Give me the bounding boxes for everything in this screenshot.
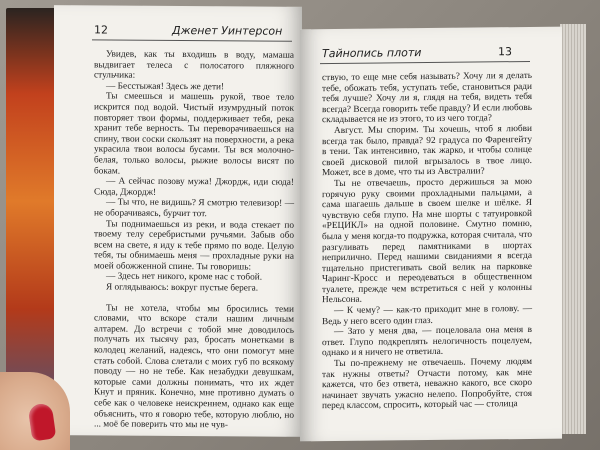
- left-header-rule: [92, 39, 292, 41]
- paragraph: Август. Мы спорим. Ты хочешь, чтоб я любви всегда так было, правда? 92 градуса по Фаренгейту в тени. Так интенсивно, так жарко, и чтобы солнце своей дисковой пилой вгрызалось в твое лицо. Может, все в доме, что ты из Австралии?: [322, 123, 532, 179]
- paragraph: ствую, то еще мне себя называть? Хочу ли я делать тебе, обожать тебя, уступать тебе, становиться ради тебя лучше? Хочу ли я, глядя на тебя, видеть тебя всегда? Всегда говорить тебе правду? И если любовь складывается не из этого, то из чего тогда?: [322, 70, 532, 126]
- paragraph: — Бесстыжая! Здесь же дети!: [106, 81, 225, 93]
- paragraph: Ты не хотела, чтобы мы бросились теми словами, что вскоре стали нашим личным алтарем. До встречи с тобой мне доводилось получать их тысячу раз, бросать монетками в колодец желаний, надеясь, что они помогут мне стать собой. Слова слетали с моих губ по всякому поводу — но не тебе. Как незабудки девушкам, которые сами должны понимать, что их ждет Кнут и пряник. Конечно, мне противно думать о себе как о человеке неискреннем, однако как еще объяснить, что я говорю тебе, которую люблю, но ... моё бе поверить что мы не чув-: [94, 303, 294, 431]
- right-header-rule: [320, 61, 530, 64]
- page-edges: [560, 24, 586, 434]
- paragraph: Ты не отвечаешь, просто держишься за мою горячую руку своими прохладными пальцами, а сама шагаешь дальше в своем шелке и шёлке. Я чувствую себя глупо. На мне шорты с татуировкой «РЕЦИКЛ» на одной половине. Смутно помню, была у меня когда-то подружка, которая считала, что разгуливать перед памятниками в шортах неприлично. Перед нашими свиданиями я всегда тщательно пристегивать свой велик на парковке Чаринг-Кросс и переодеваться в общественном туалете, прежде чем встретиться с ней у колонны Нельсона.: [322, 176, 532, 306]
- paragraph: Ты смеешься и машешь рукой, твое тело искрится под водой. Чистый изумрудный поток повторяет твои формы, поддерживает тебя, река хранит тебе верность. Ты переворачиваешься на спину, твои соски скользят на поверхности, а река украсила твои волосы бусами. Ты вся молочно-белая, только волосы, рыжие волосы висят по бокам.: [94, 91, 294, 177]
- paragraph: Ты по-прежнему не отвечаешь. Почему людям так нужны ответы? Отчасти потому, как мне кажется, что без ответа, неважно какого, все скоро начинает звучать ужасно нелепо. Попробуйте, стоя перед классом, спросить, который час — столица: [322, 356, 532, 412]
- left-page-number: 12: [94, 23, 108, 37]
- left-page: [54, 5, 302, 437]
- right-page-number: 13: [498, 45, 512, 59]
- left-page-body: [94, 49, 294, 431]
- right-page-body: [322, 71, 532, 412]
- paragraph: — Ты что, не видишь? Я смотрю телевизор! — не оборачиваясь, бурчит тот.: [94, 197, 294, 220]
- paragraph: Увидев, как ты входишь в воду, мамаша выдвигает телеса с полосатого пляжного стульчика:: [94, 49, 294, 81]
- paragraph: Ты поднимаешься из реки, и вода стекает по твоему телу серебристыми ручьями. Забыв обо всем на свете, я иду к тебе прямо по воде. Целую тебя, ты обнимаешь меня — прохладные руки на моей обожженной спине. Ты говоришь:: [94, 218, 294, 273]
- paragraph: — Зато у меня два, — поцеловала она меня в ответ. Глупо подкреплять нелогичность поцелуем, однако и я ничего не ответила.: [322, 325, 532, 359]
- right-page: [300, 27, 562, 442]
- paragraph: — К чему? — как-то приходит мне в голову. — Ведь у него всего один глаз.: [322, 304, 532, 327]
- left-running-title: Дженет Уинтерсон: [172, 23, 283, 38]
- paragraph: Я оглядываюсь: вокруг пустые берега.: [106, 282, 259, 294]
- paragraph: — А сейчас позову мужа! Джордж, иди сюда! Сюда, Джордж!: [94, 176, 294, 198]
- right-running-title: Тайнопись плоти: [322, 46, 422, 61]
- paragraph: — Здесь нет никого, кроме нас с тобой.: [106, 271, 263, 284]
